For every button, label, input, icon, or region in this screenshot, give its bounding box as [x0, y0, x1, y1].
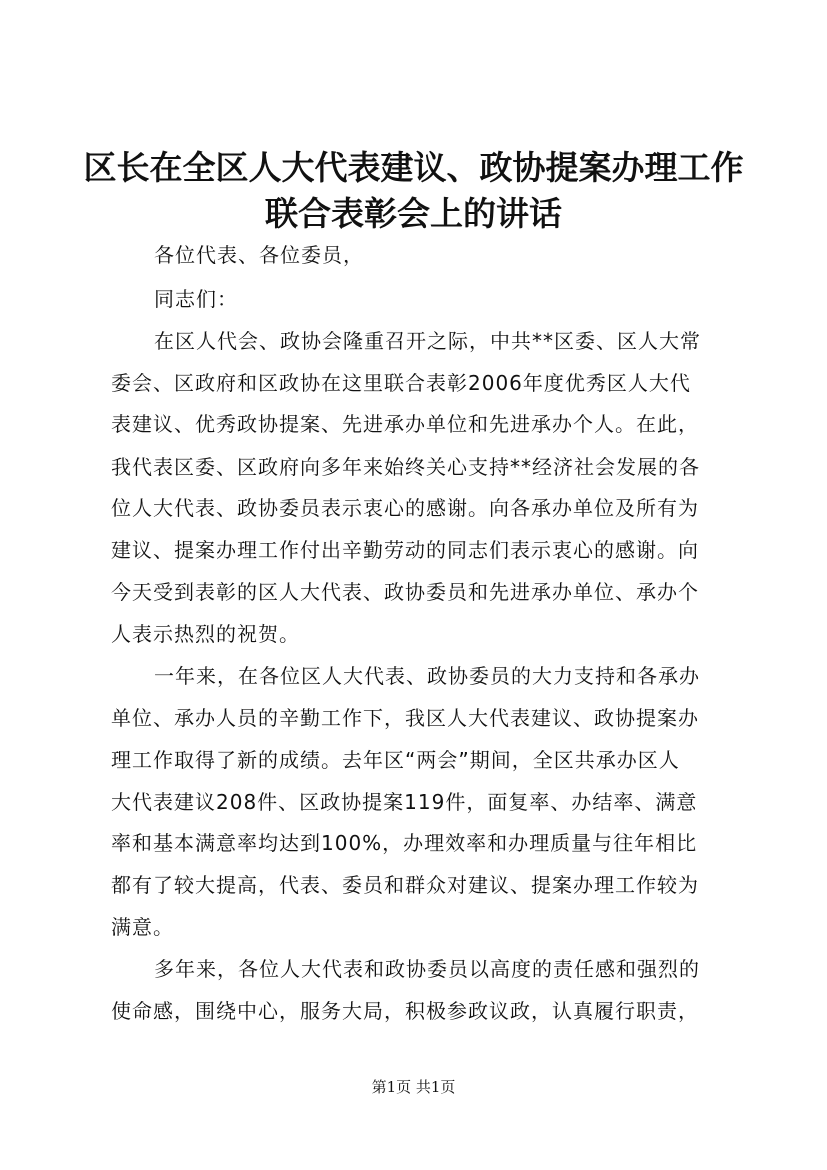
paragraph-2-line: 理工作取得了新的成绩。去年区“两会”期间，全区共承办区人 — [111, 748, 680, 772]
paragraph-2-line: 单位、承办人员的辛勤工作下，我区人大代表建议、政协提案办 — [111, 706, 699, 730]
paragraph-2-line: 一年来，在各位区人大代表、政协委员的大力支持和各承办 — [154, 664, 700, 688]
document-title-line-1: 区长在全区人大代表建议、政协提案办理工作 — [83, 148, 744, 187]
greeting: 同志们： — [154, 287, 238, 311]
paragraph-1-line: 位人大代表、政协委员表示衷心的感谢。向各承办单位及所有为 — [111, 496, 699, 520]
document-title-line-2: 联合表彰会上的讲话 — [265, 194, 562, 233]
paragraph-2-line: 都有了较大提高，代表、委员和群众对建议、提案办理工作较为 — [111, 873, 699, 897]
paragraph-2-line: 满意。 — [111, 915, 174, 939]
paragraph-1-line: 今天受到表彰的区人大代表、政协委员和先进承办单位、承办个 — [111, 580, 699, 604]
paragraph-3-line: 使命感，围绕中心，服务大局，积极参政议政，认真履行职责， — [111, 999, 699, 1023]
paragraph-1-line: 建议、提案办理工作付出辛勤劳动的同志们表示衷心的感谢。向 — [111, 538, 699, 562]
paragraph-1-line: 我代表区委、区政府向多年来始终关心支持**经济社会发展的各 — [111, 455, 700, 479]
salutation: 各位代表、各位委员， — [154, 243, 364, 267]
paragraph-2-line: 率和基本满意率均达到100%，办理效率和办理质量与往年相比 — [111, 831, 698, 855]
paragraph-3-line: 多年来，各位人大代表和政协委员以高度的责任感和强烈的 — [154, 957, 700, 981]
paragraph-1-line: 在区人代会、政协会隆重召开之际，中共**区委、区人大常 — [154, 329, 701, 353]
paragraph-1-line: 表建议、优秀政协提案、先进承办单位和先进承办个人。在此， — [111, 412, 699, 436]
page-footer: 第1页 共1页 — [371, 1078, 456, 1096]
paragraph-1-line: 人表示热烈的祝贺。 — [111, 622, 300, 646]
paragraph-1-line: 委会、区政府和区政协在这里联合表彰2006年度优秀区人大代 — [111, 371, 691, 395]
paragraph-2-line: 大代表建议208件、区政协提案119件，面复率、办结率、满意 — [111, 790, 698, 814]
